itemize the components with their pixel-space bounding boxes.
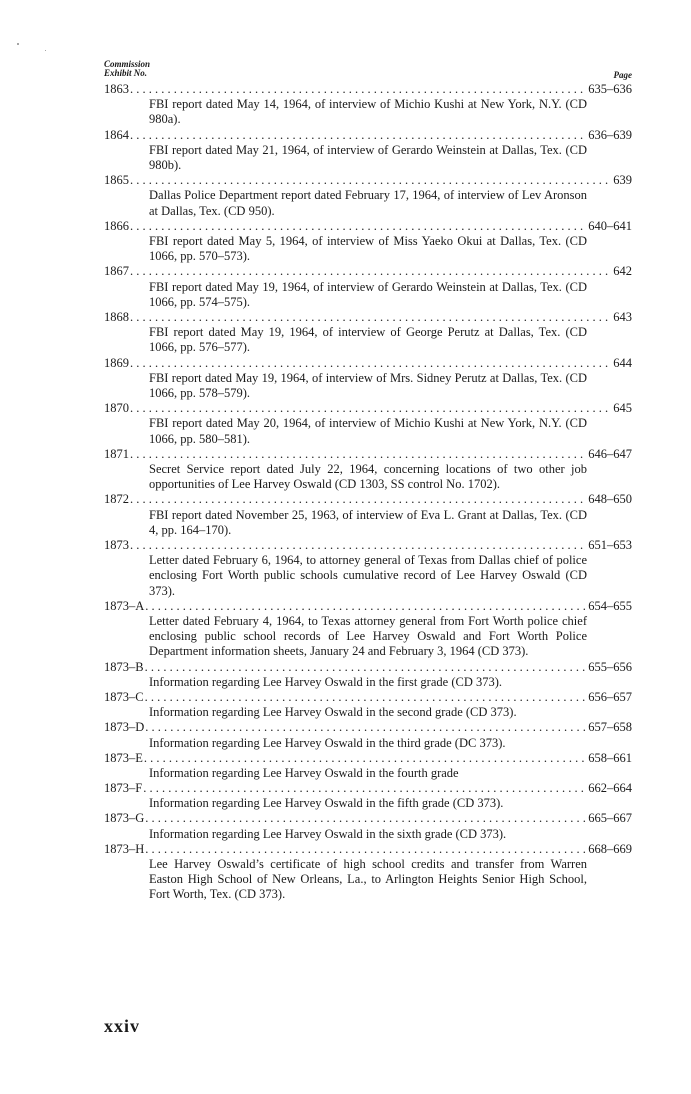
page-range: 648–650	[588, 492, 632, 507]
exhibit-entry	[104, 811, 632, 841]
exhibit-description: FBI report dated May 5, 1964, of interview of Miss Yaeko Okui at Dallas, Tex. (CD 1066, pp. 570–573).	[149, 233, 587, 264]
exhibit-entry	[104, 842, 632, 903]
exhibit-entry	[104, 264, 632, 310]
exhibit-number: 1864	[104, 127, 129, 142]
exhibit-entry	[104, 720, 632, 750]
dot-leader	[145, 811, 587, 826]
exhibit-description: FBI report dated May 21, 1964, of interview of Gerardo Weinstein at Dallas, Tex. (CD 980b).	[149, 142, 587, 172]
exhibit-entry	[104, 310, 632, 356]
entry-line	[104, 401, 632, 416]
dot-leader	[130, 264, 612, 279]
entry-line	[104, 264, 632, 279]
exhibit-description: Secret Service report dated July 22, 1964, concerning locations of two other job opportunities of Lee Harvey Oswald (CD 1303, SS control No. 1702).	[149, 461, 587, 492]
dot-leader	[130, 128, 587, 143]
exhibit-description: Information regarding Lee Harvey Oswald in the third grade (DC 373).	[149, 735, 506, 750]
entry-line	[104, 492, 632, 507]
exhibit-entry	[104, 599, 632, 660]
exhibit-description: FBI report dated November 25, 1963, of interview of Eva L. Grant at Dallas, Tex. (CD 4, pp. 164–170).	[149, 507, 587, 537]
exhibit-entry	[104, 781, 632, 811]
dot-leader	[130, 538, 587, 553]
dot-leader	[145, 842, 587, 857]
column-headers	[104, 60, 632, 82]
exhibit-description: FBI report dated May 20, 1964, of interview of Michio Kushi at New York, N.Y. (CD 1066, pp. 580–581).	[149, 416, 587, 446]
page-range: 655–656	[588, 659, 632, 674]
page-range: 646–647	[588, 446, 632, 461]
exhibit-number: 1863	[104, 82, 129, 96]
dot-leader	[145, 660, 588, 675]
page-range: 656–657	[588, 689, 632, 704]
exhibit-number: 1873	[104, 537, 129, 552]
exhibit-description: FBI report dated May 14, 1964, of interview of Michio Kushi at New York, N.Y. (CD 980a).	[149, 97, 587, 127]
dot-leader	[143, 781, 587, 796]
exhibit-description: Letter dated February 4, 1964, to Texas attorney general from Fort Worth police chief enclosing public school records of Lee Harvey Oswald and Fort Worth Police Department information sheets, January 24 and February 3, 1964 (CD 373).	[149, 613, 587, 659]
dot-leader	[130, 173, 612, 188]
exhibit-entry	[104, 219, 632, 265]
exhibit-entry	[104, 538, 632, 599]
exhibit-entry	[104, 128, 632, 174]
exhibit-number: 1866	[104, 218, 129, 233]
page-range: 640–641	[588, 218, 632, 233]
exhibit-number: 1873–H	[104, 841, 145, 856]
entry-line	[104, 128, 632, 143]
page-range: 658–661	[588, 750, 632, 765]
dot-leader	[130, 219, 587, 234]
exhibit-description: Lee Harvey Oswald’s certificate of high school credits and transfer from Warren Easton High School of New Orleans, La., to Arlington Heights Senior High School, Fort Worth, Tex. (CD 373).	[149, 857, 587, 902]
entry-line	[104, 660, 632, 675]
entry-line	[104, 219, 632, 234]
page-range: 668–669	[588, 841, 632, 856]
exhibit-description: Information regarding Lee Harvey Oswald in the sixth grade (CD 373).	[149, 826, 507, 841]
entry-line	[104, 356, 632, 371]
page-range: 643	[613, 309, 632, 324]
page-range: 639	[613, 173, 632, 188]
exhibit-entry	[104, 447, 632, 493]
entry-line	[104, 751, 632, 766]
exhibit-header-line1: Commission	[104, 59, 151, 69]
dot-leader	[145, 599, 587, 614]
dot-leader	[145, 690, 588, 705]
dot-leader	[130, 401, 612, 416]
exhibit-description: Dallas Police Department report dated February 17, 1964, of interview of Lev Aronson at Dallas, Tex. (CD 950).	[149, 188, 587, 218]
exhibit-index	[104, 60, 632, 903]
exhibit-entry	[104, 751, 632, 781]
exhibit-description: Letter dated February 6, 1964, to attorney general of Texas from Dallas chief of police enclosing Fort Worth public schools cumulative record of Lee Harvey Oswald (CD 373).	[149, 553, 587, 598]
exhibit-number: 1865	[104, 173, 129, 188]
dot-leader	[130, 310, 612, 325]
page-range: 662–664	[588, 781, 632, 796]
page-range: 654–655	[588, 598, 632, 613]
exhibit-entry	[104, 356, 632, 402]
exhibit-number: 1867	[104, 264, 129, 279]
entry-line	[104, 842, 632, 857]
entry-line	[104, 82, 632, 97]
page-range: 645	[613, 401, 632, 416]
dot-leader	[130, 447, 587, 462]
entry-line	[104, 447, 632, 462]
exhibit-number: 1869	[104, 355, 129, 370]
scan-speck	[45, 50, 46, 51]
page-range: 657–658	[588, 720, 632, 735]
exhibit-number: 1873–F	[104, 781, 143, 796]
exhibit-description: FBI report dated May 19, 1964, of interview of Gerardo Weinstein at Dallas, Tex. (CD 1066, pp. 574–575).	[149, 279, 587, 309]
dot-leader	[145, 720, 587, 735]
exhibit-description: Information regarding Lee Harvey Oswald in the fifth grade (CD 373).	[149, 796, 504, 811]
page-number: xxiv	[104, 1016, 141, 1036]
exhibit-description: Information regarding Lee Harvey Oswald in the first grade (CD 373).	[149, 674, 503, 689]
page-range: 651–653	[588, 537, 632, 552]
exhibit-number: 1871	[104, 446, 129, 461]
entry-list	[104, 82, 632, 903]
exhibit-description: Information regarding Lee Harvey Oswald in the second grade (CD 373).	[149, 705, 517, 720]
exhibit-entry	[104, 660, 632, 690]
entry-line	[104, 310, 632, 325]
page-range: 644	[613, 355, 632, 370]
exhibit-number: 1870	[104, 401, 129, 416]
entry-line	[104, 173, 632, 188]
entry-line	[104, 781, 632, 796]
page-column-header: Page	[613, 70, 632, 80]
exhibit-number: 1872	[104, 492, 129, 507]
exhibit-number: 1868	[104, 309, 129, 324]
entry-line	[104, 538, 632, 553]
entry-line	[104, 690, 632, 705]
exhibit-description: FBI report dated May 19, 1964, of interview of George Perutz at Dallas, Tex. (CD 1066, pp. 576–577).	[149, 325, 587, 355]
dot-leader	[144, 751, 587, 766]
exhibit-entry	[104, 82, 632, 128]
exhibit-entry	[104, 690, 632, 720]
exhibit-number: 1873–A	[104, 598, 145, 613]
exhibit-number: 1873–B	[104, 659, 144, 674]
dot-leader	[130, 356, 612, 371]
entry-line	[104, 599, 632, 614]
exhibit-description: FBI report dated May 19, 1964, of interview of Mrs. Sidney Perutz at Dallas, Tex. (CD 1066, pp. 578–579).	[149, 370, 587, 400]
page-range: 636–639	[588, 127, 632, 142]
exhibit-description: Information regarding Lee Harvey Oswald in the fourth grade	[149, 765, 459, 780]
scan-speck	[17, 43, 19, 45]
entry-line	[104, 720, 632, 735]
exhibit-entry	[104, 401, 632, 447]
exhibit-column-header	[104, 60, 150, 78]
page-range: 635–636	[588, 82, 632, 96]
exhibit-number: 1873–E	[104, 750, 143, 765]
exhibit-entry	[104, 492, 632, 538]
exhibit-number: 1873–C	[104, 689, 144, 704]
exhibit-number: 1873–D	[104, 720, 145, 735]
entry-line	[104, 811, 632, 826]
page-range: 642	[613, 264, 632, 279]
page-range: 665–667	[588, 811, 632, 826]
exhibit-number: 1873–G	[104, 811, 145, 826]
dot-leader	[130, 492, 587, 507]
dot-leader	[130, 82, 587, 97]
exhibit-header-line2: Exhibit No.	[104, 68, 148, 78]
exhibit-entry	[104, 173, 632, 219]
